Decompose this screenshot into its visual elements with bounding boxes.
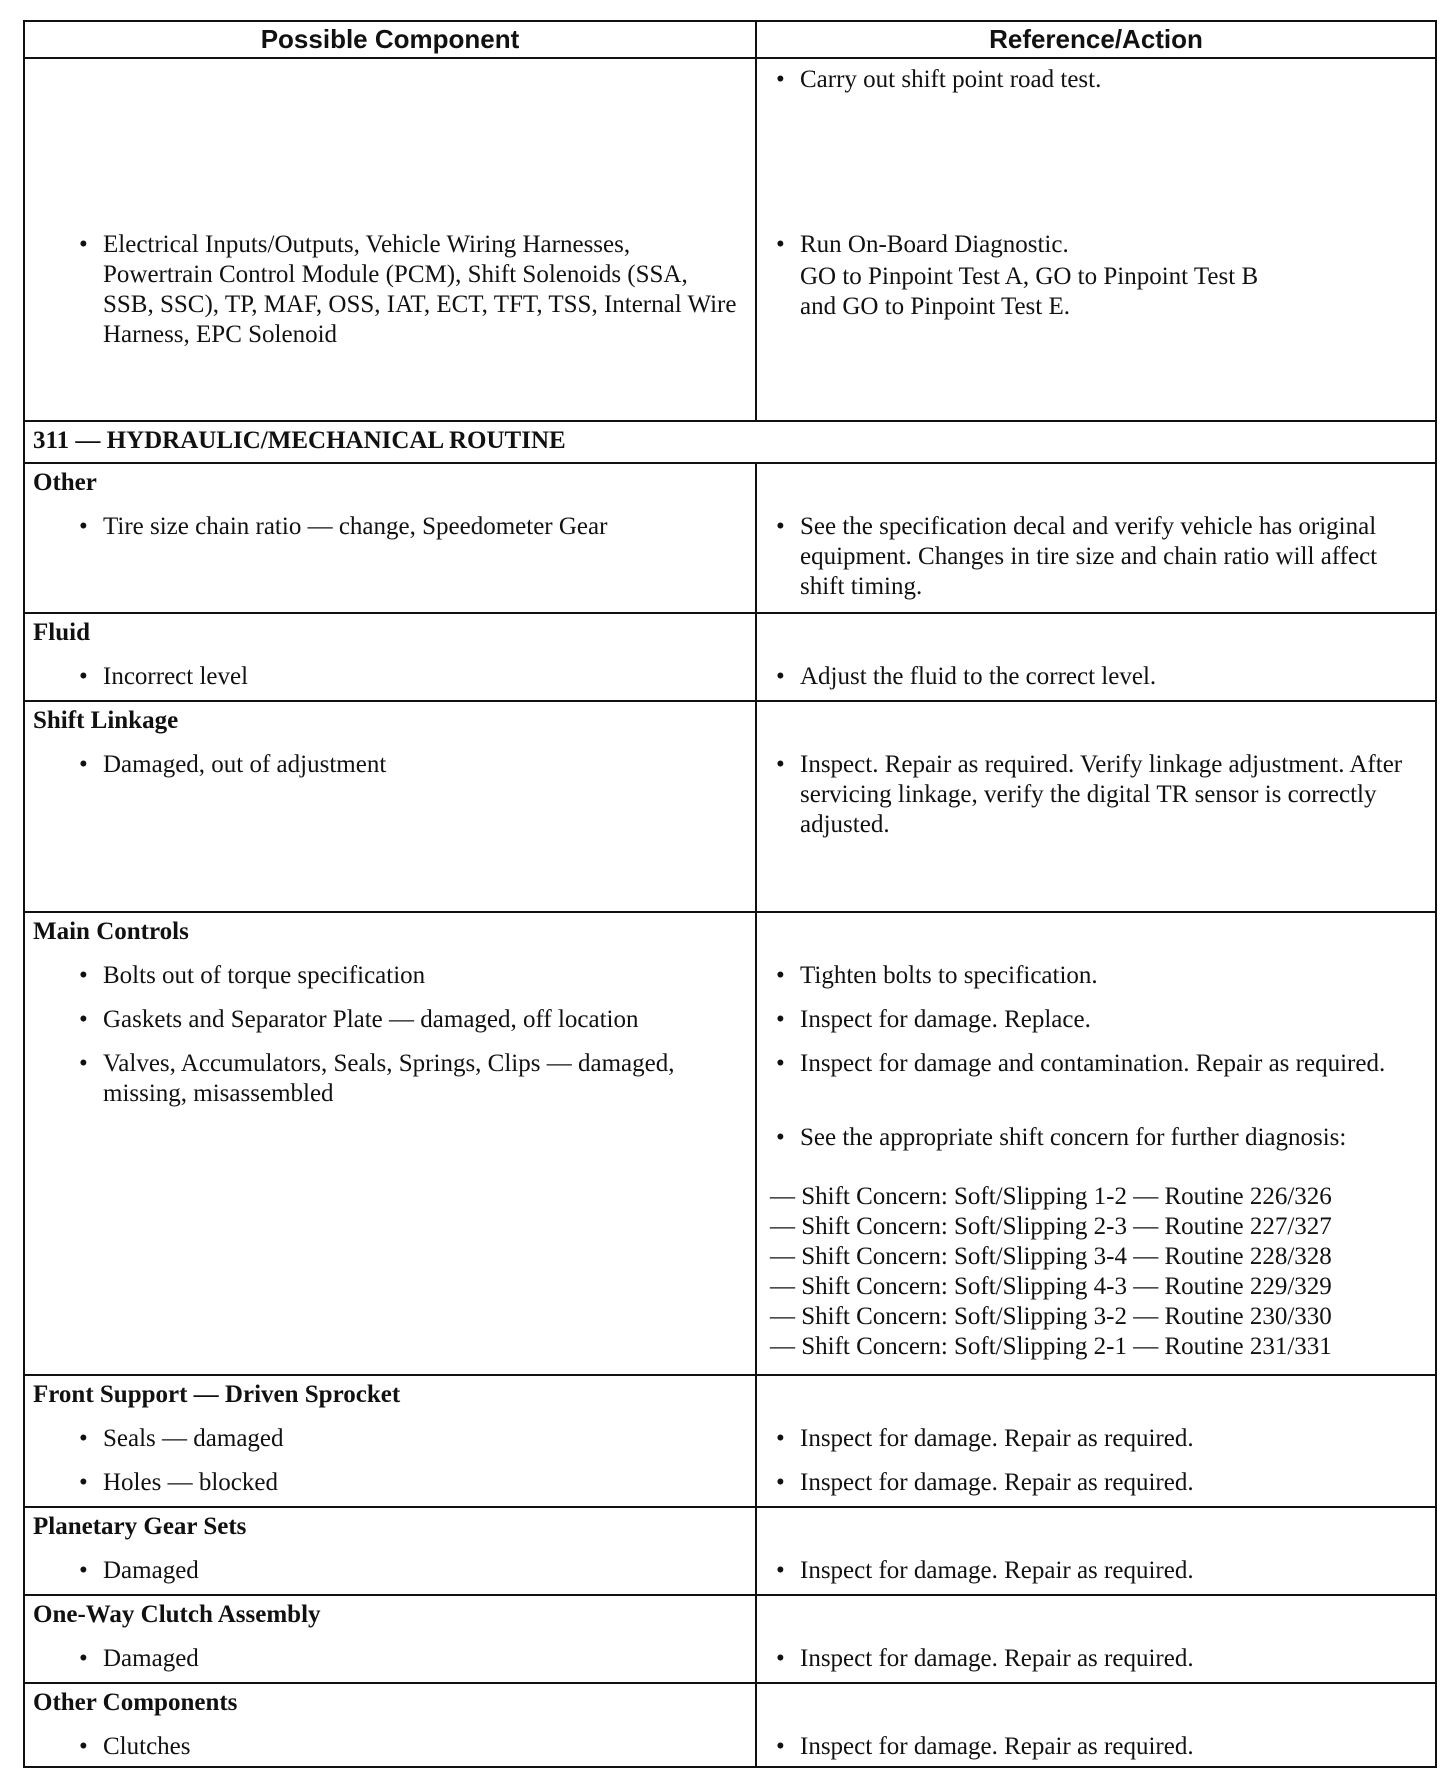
list-item: • Clutches: [79, 1733, 191, 1760]
list-item: • Inspect for damage. Repair as required.: [776, 1557, 1194, 1584]
row-divider: [25, 911, 1435, 913]
dash-item: — Shift Concern: Soft/Slipping 3-4 — Routine 228/328: [770, 1243, 1332, 1270]
section-title: Planetary Gear Sets: [33, 1513, 247, 1540]
section-title: Other Components: [33, 1689, 238, 1716]
dash-item: — Shift Concern: Soft/Slipping 3-2 — Routine 230/330: [770, 1303, 1332, 1330]
list-item: • Inspect for damage. Repair as required.: [776, 1733, 1194, 1760]
section-title: Front Support — Driven Sprocket: [33, 1381, 401, 1408]
list-item: • Inspect for damage. Replace.: [776, 1006, 1091, 1033]
row-divider: [25, 57, 1435, 59]
section-title: Other: [33, 469, 97, 496]
list-item: • Inspect for damage. Repair as required.: [776, 1645, 1194, 1672]
row-divider: [25, 462, 1435, 464]
list-item: • See the appropriate shift concern for further diagnosis:: [776, 1124, 1347, 1151]
dash-item: — Shift Concern: Soft/Slipping 1-2 — Routine 226/326: [770, 1183, 1332, 1210]
list-item: • See the specification decal and verify vehicle has original equipment. Changes in tire size and chain ratio will affect shift timing.: [776, 513, 1378, 600]
header-possible-component: Possible Component: [260, 24, 520, 54]
list-item: • Valves, Accumulators, Seals, Springs, Clips — damaged, missing, misassembled: [79, 1050, 675, 1107]
section-title: Shift Linkage: [33, 707, 179, 734]
section-title: One-Way Clutch Assembly: [33, 1601, 321, 1628]
section-title: Fluid: [33, 619, 90, 646]
list-item: • Adjust the fluid to the correct level.: [776, 663, 1157, 690]
list-item: • Damaged: [79, 1645, 199, 1672]
diagnosis-table: [23, 20, 1437, 1768]
column-divider: [755, 22, 757, 422]
dash-item: — Shift Concern: Soft/Slipping 4-3 — Routine 229/329: [770, 1273, 1332, 1300]
list-item: • Seals — damaged: [79, 1425, 284, 1452]
row-divider: [25, 700, 1435, 702]
list-item: • Inspect. Repair as required. Verify linkage adjustment. After servicing linkage, verify the digital TR sensor is correctly adjusted.: [776, 751, 1403, 838]
section-title: Main Controls: [33, 918, 189, 945]
list-item: • Inspect for damage. Repair as required.: [776, 1425, 1194, 1452]
list-item: • Bolts out of torque specification: [79, 962, 426, 989]
list-item: • Holes — blocked: [79, 1469, 278, 1496]
list-item: • Run On-Board Diagnostic.: [776, 231, 1069, 258]
row-divider: [25, 1506, 1435, 1508]
row-divider: [25, 420, 1435, 422]
dash-item: — Shift Concern: Soft/Slipping 2-3 — Routine 227/327: [770, 1213, 1332, 1240]
row-divider: [25, 1682, 1435, 1684]
list-item: • Electrical Inputs/Outputs, Vehicle Wiring Harnesses, Powertrain Control Module (PCM), Shift Solenoids (SSA, SSB, SSC), TP, MAF, OSS, IAT, ECT, TFT, TSS, Internal Wire Harness, EPC Solenoid: [79, 231, 737, 348]
pinpoint-tests: GO to Pinpoint Test A, GO to Pinpoint Test B and GO to Pinpoint Test E.: [800, 263, 1259, 320]
column-divider: [755, 464, 757, 1768]
list-item: • Inspect for damage and contamination. Repair as required.: [776, 1050, 1386, 1077]
dash-item: — Shift Concern: Soft/Slipping 2-1 — Routine 231/331: [770, 1333, 1332, 1360]
list-item: • Carry out shift point road test.: [776, 66, 1102, 93]
list-item: • Tighten bolts to specification.: [776, 962, 1098, 989]
list-item: • Damaged, out of adjustment: [79, 751, 387, 778]
row-divider: [25, 612, 1435, 614]
routine-title: 311 — HYDRAULIC/MECHANICAL ROUTINE: [33, 427, 566, 454]
header-reference-action: Reference/Action: [989, 24, 1203, 54]
row-divider: [25, 1594, 1435, 1596]
list-item: • Tire size chain ratio — change, Speedometer Gear: [79, 513, 608, 540]
list-item: • Gaskets and Separator Plate — damaged, off location: [79, 1006, 639, 1033]
list-item: • Inspect for damage. Repair as required.: [776, 1469, 1194, 1496]
row-divider: [25, 1374, 1435, 1376]
list-item: • Incorrect level: [79, 663, 249, 690]
list-item: • Damaged: [79, 1557, 199, 1584]
